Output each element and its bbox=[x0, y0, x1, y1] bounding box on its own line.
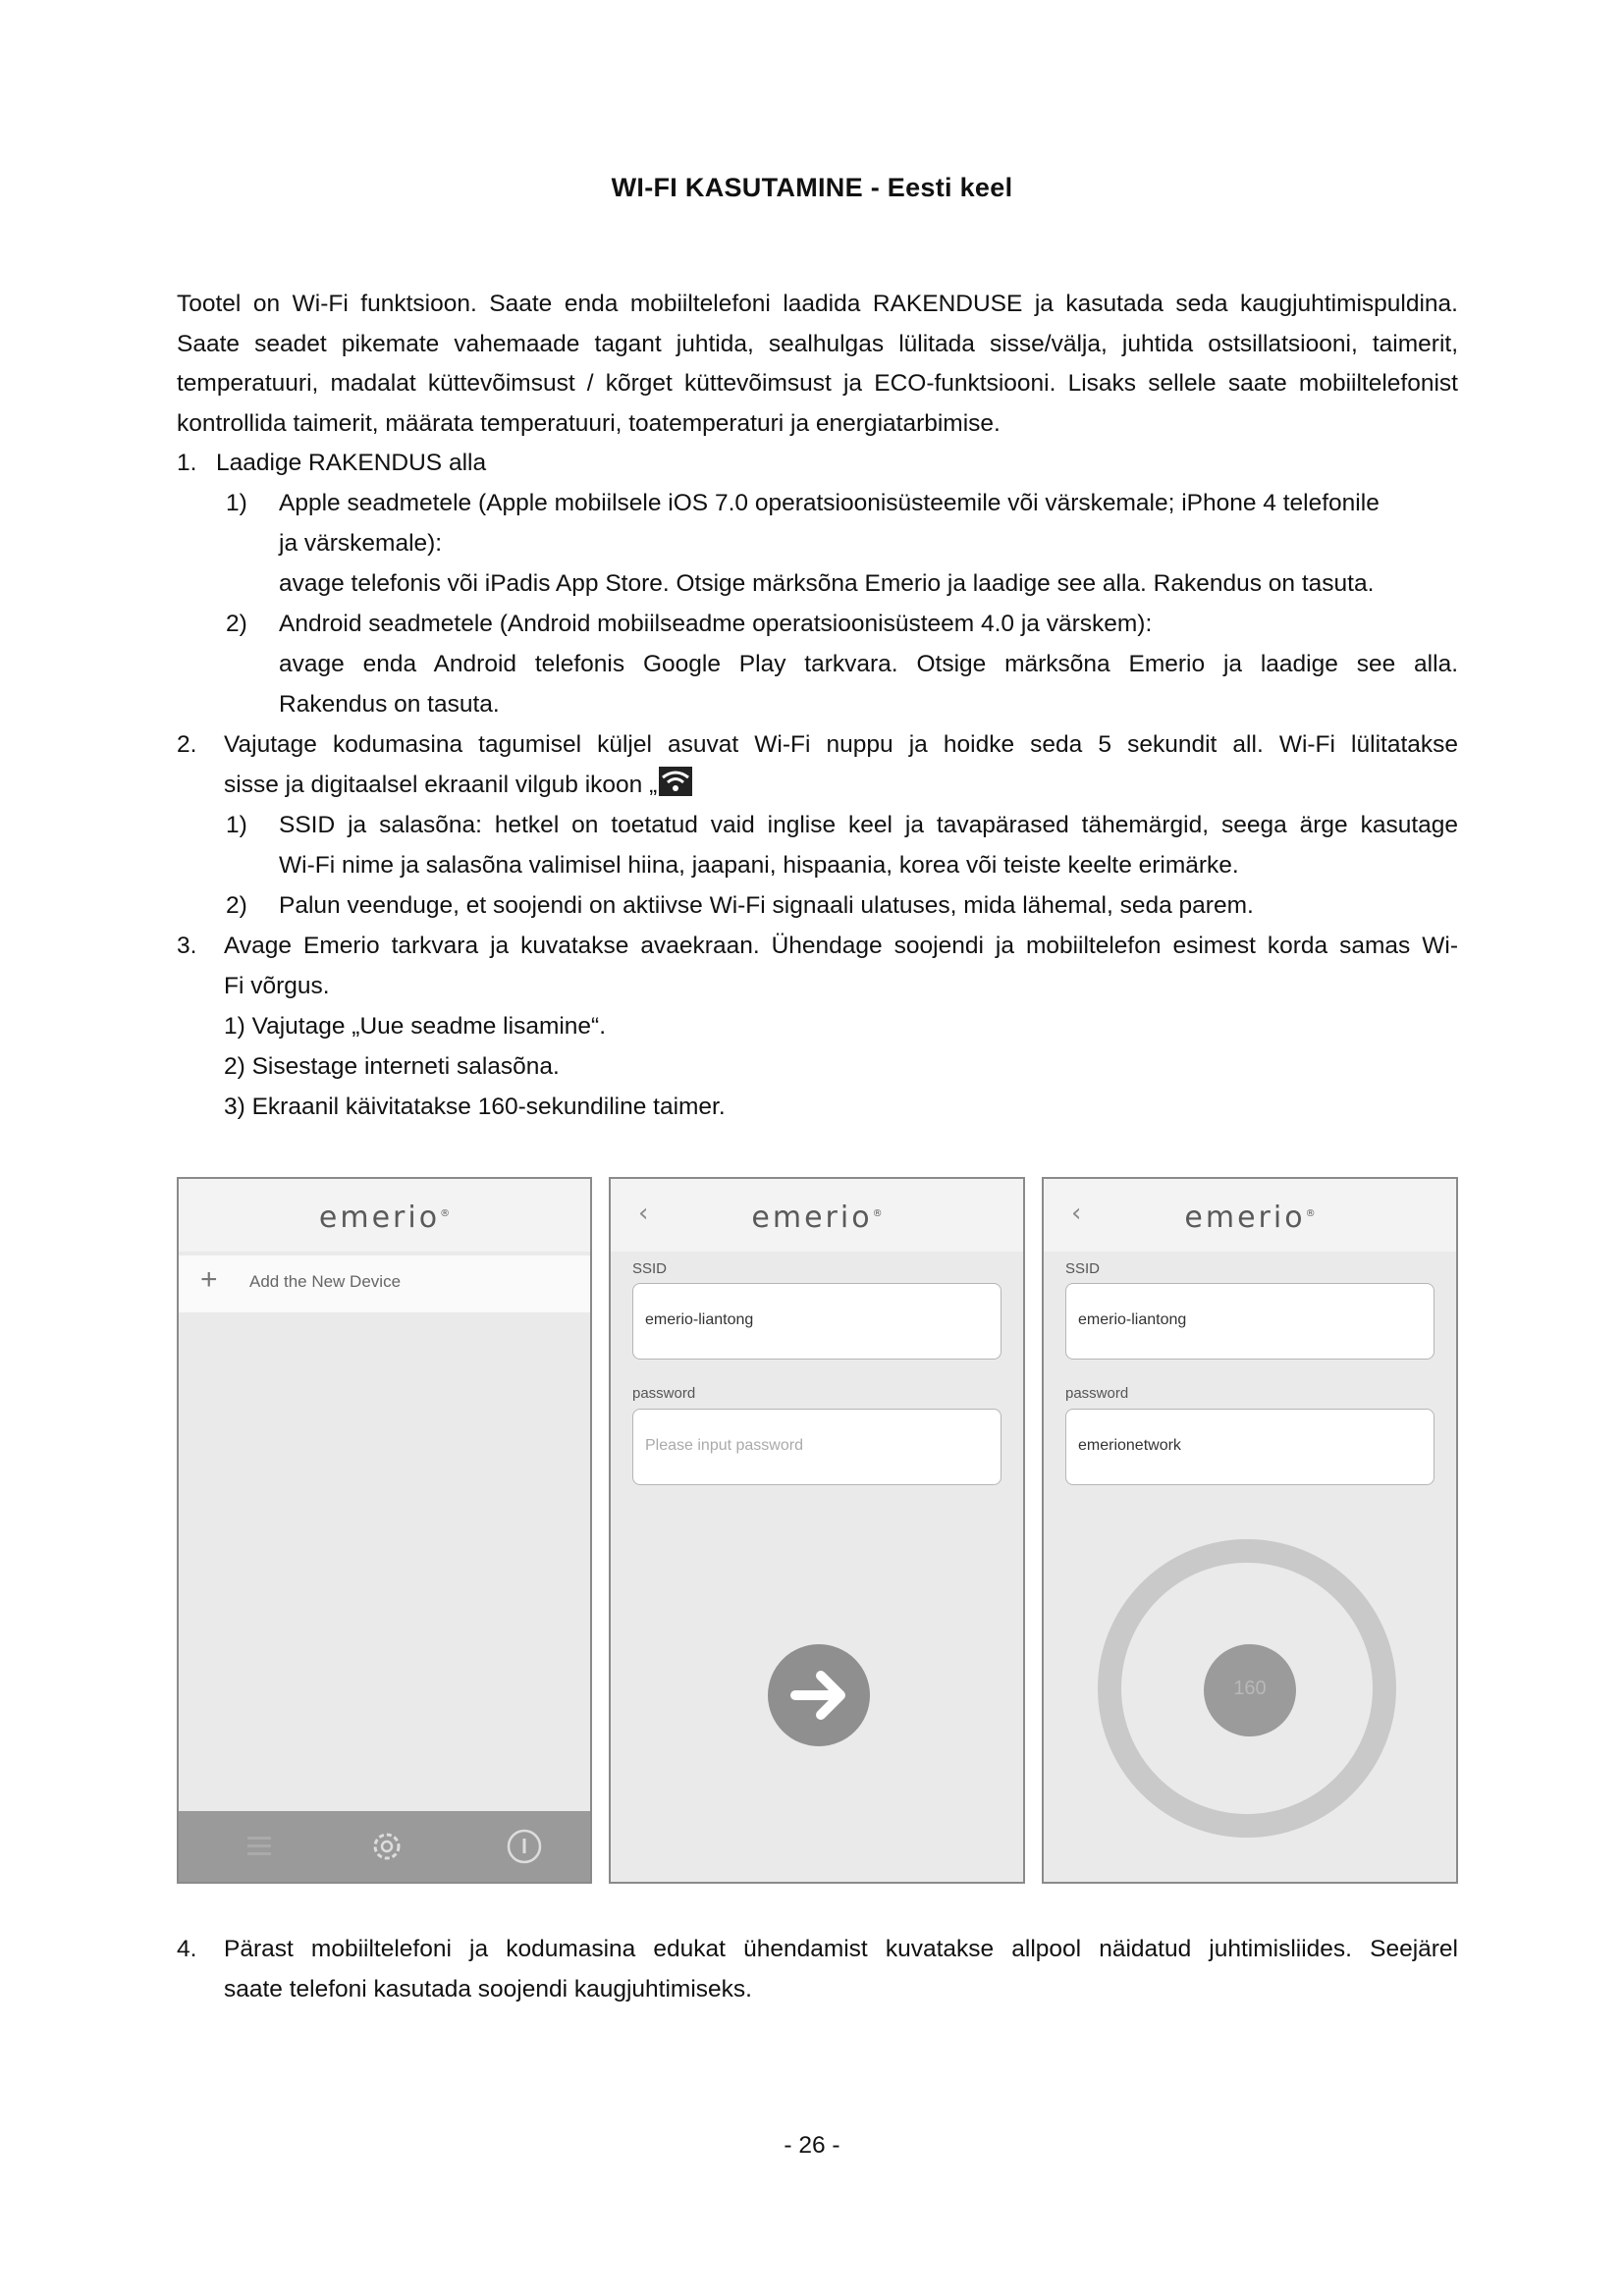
wifi-icon bbox=[659, 767, 692, 810]
step1-text: Laadige RAKENDUS alla bbox=[216, 450, 487, 476]
step2-b-line1: Palun veenduge, et soojendi on aktiivse Wi-Fi signaali ulatuses, mida lähemal, seda parem. bbox=[279, 892, 1254, 919]
next-button[interactable] bbox=[768, 1644, 870, 1746]
step1-b-line3: Rakendus on tasuta. bbox=[279, 691, 500, 718]
ssid-input[interactable] bbox=[1065, 1283, 1435, 1360]
add-device-label: Add the New Device bbox=[249, 1272, 402, 1291]
password-input[interactable] bbox=[632, 1409, 1001, 1485]
step1-number: 1. bbox=[177, 450, 197, 476]
app-header bbox=[1044, 1179, 1456, 1252]
screen-device-list bbox=[177, 1177, 592, 1884]
step3-sub2: 2) Sisestage interneti salasõna. bbox=[224, 1053, 560, 1080]
step1-a-line1: Apple seadmetele (Apple mobiilsele iOS 7.0 operatsioonisüsteemile või värskemale; iPhone 4 telefonile bbox=[279, 490, 1380, 516]
timer-circle bbox=[1204, 1644, 1296, 1736]
bottom-nav bbox=[179, 1811, 590, 1882]
plus-icon: + bbox=[200, 1263, 218, 1296]
password-value: emerionetwork bbox=[1078, 1437, 1181, 1454]
password-label: password bbox=[1065, 1385, 1129, 1402]
app-header bbox=[179, 1179, 590, 1252]
step1-b-line2: avage enda Android telefonis Google Play tarkvara. Otsige märksõna Emerio ja laadige see alla. bbox=[279, 651, 1458, 677]
arrow-right-icon bbox=[768, 1644, 870, 1746]
ssid-value: emerio-liantong bbox=[1078, 1311, 1187, 1328]
back-icon[interactable]: ‹ bbox=[638, 1199, 649, 1228]
page-number: - 26 - bbox=[784, 2132, 840, 2159]
gear-icon[interactable] bbox=[365, 1825, 408, 1868]
step4-number: 4. bbox=[177, 1936, 197, 1962]
intro-paragraph: Tootel on Wi-Fi funktsioon. Saate enda mobiiltelefoni laadida RAKENDUSE ja kasutada seda kaugjuhtimispuldina. Saate seadet pikemate vahemaade tagant juhtida, sealhulgas lülitada sisse/välja, juhtida ostsillatsiooni, taimerit, temperatuuri, madalat küttevõimsust / kõrget küttevõimsust ja ECO-funktsiooni. Lisaks sellele saate mobiiltelefonist kontrollida taimerit, määrata temperatuuri, toatemperaturi ja energiatarbimise. bbox=[177, 291, 1458, 437]
page-title: WI-FI KASUTAMINE - Eesti keel bbox=[611, 173, 1013, 202]
emerio-logo: emerio® bbox=[318, 1201, 451, 1235]
step1-a-line2: ja värskemale): bbox=[279, 530, 443, 557]
step3-line2: Fi võrgus. bbox=[224, 973, 330, 999]
screen-wifi-config bbox=[609, 1177, 1025, 1884]
password-label: password bbox=[632, 1385, 696, 1402]
step4-line2: saate telefoni kasutada soojendi kaugjuhtimiseks. bbox=[224, 1976, 752, 2002]
back-icon[interactable]: ‹ bbox=[1071, 1199, 1082, 1228]
step2-line2 bbox=[224, 766, 692, 810]
screen-connecting bbox=[1042, 1177, 1458, 1884]
step3-sub1: 1) Vajutage „Uue seadme lisamine“. bbox=[224, 1013, 607, 1040]
menu-icon[interactable] bbox=[238, 1825, 281, 1868]
ssid-input[interactable] bbox=[632, 1283, 1001, 1360]
step4-line1: Pärast mobiiltelefoni ja kodumasina edukat ühendamist kuvatakse allpool näidatud juhtimisliides. Seejärel bbox=[224, 1936, 1458, 1962]
step2-line1: Vajutage kodumasina tagumisel küljel asuvat Wi-Fi nuppu ja hoidke seda 5 sekundit all. Wi-Fi lülitatakse bbox=[224, 731, 1458, 758]
ssid-label: SSID bbox=[1065, 1260, 1101, 1277]
ssid-value: emerio-liantong bbox=[645, 1311, 754, 1328]
step3-sub3: 3) Ekraanil käivitatakse 160-sekundiline taimer. bbox=[224, 1094, 726, 1120]
password-placeholder: Please input password bbox=[645, 1437, 803, 1454]
app-header bbox=[611, 1179, 1023, 1252]
step2-a-number: 1) bbox=[226, 812, 247, 838]
add-device-row[interactable] bbox=[179, 1255, 590, 1312]
step2-a-line1: SSID ja salasõna: hetkel on toetatud vaid inglise keel ja tavapärased tähemärgid, seega ärge kasutage bbox=[279, 812, 1458, 838]
timer-value: 160 bbox=[1233, 1678, 1267, 1699]
step1-a-number: 1) bbox=[226, 490, 247, 516]
step1-b-line1: Android seadmetele (Android mobiilseadme operatsioonisüsteem 4.0 ja värskem): bbox=[279, 611, 1153, 637]
step2-number: 2. bbox=[177, 731, 197, 758]
step1-a-line3: avage telefonis või iPadis App Store. Otsige märksõna Emerio ja laadige see alla. Rakendus on tasuta. bbox=[279, 570, 1375, 597]
step2-line2-text: sisse ja digitaalsel ekraanil vilgub ikoon „ bbox=[224, 772, 658, 798]
step2-a-line2: Wi-Fi nime ja salasõna valimisel hiina, jaapani, hispaania, korea või teiste keelte erimärke. bbox=[279, 852, 1239, 879]
step2-b-number: 2) bbox=[226, 892, 247, 919]
step3-line1: Avage Emerio tarkvara ja kuvatakse avaekraan. Ühendage soojendi ja mobiiltelefon esimest korda samas Wi- bbox=[224, 933, 1458, 959]
info-icon[interactable] bbox=[503, 1825, 546, 1868]
step3-number: 3. bbox=[177, 933, 197, 959]
step1-b-number: 2) bbox=[226, 611, 247, 637]
ssid-label: SSID bbox=[632, 1260, 668, 1277]
password-input[interactable] bbox=[1065, 1409, 1435, 1485]
emerio-logo: emerio® bbox=[751, 1201, 883, 1235]
emerio-logo: emerio® bbox=[1184, 1201, 1316, 1235]
